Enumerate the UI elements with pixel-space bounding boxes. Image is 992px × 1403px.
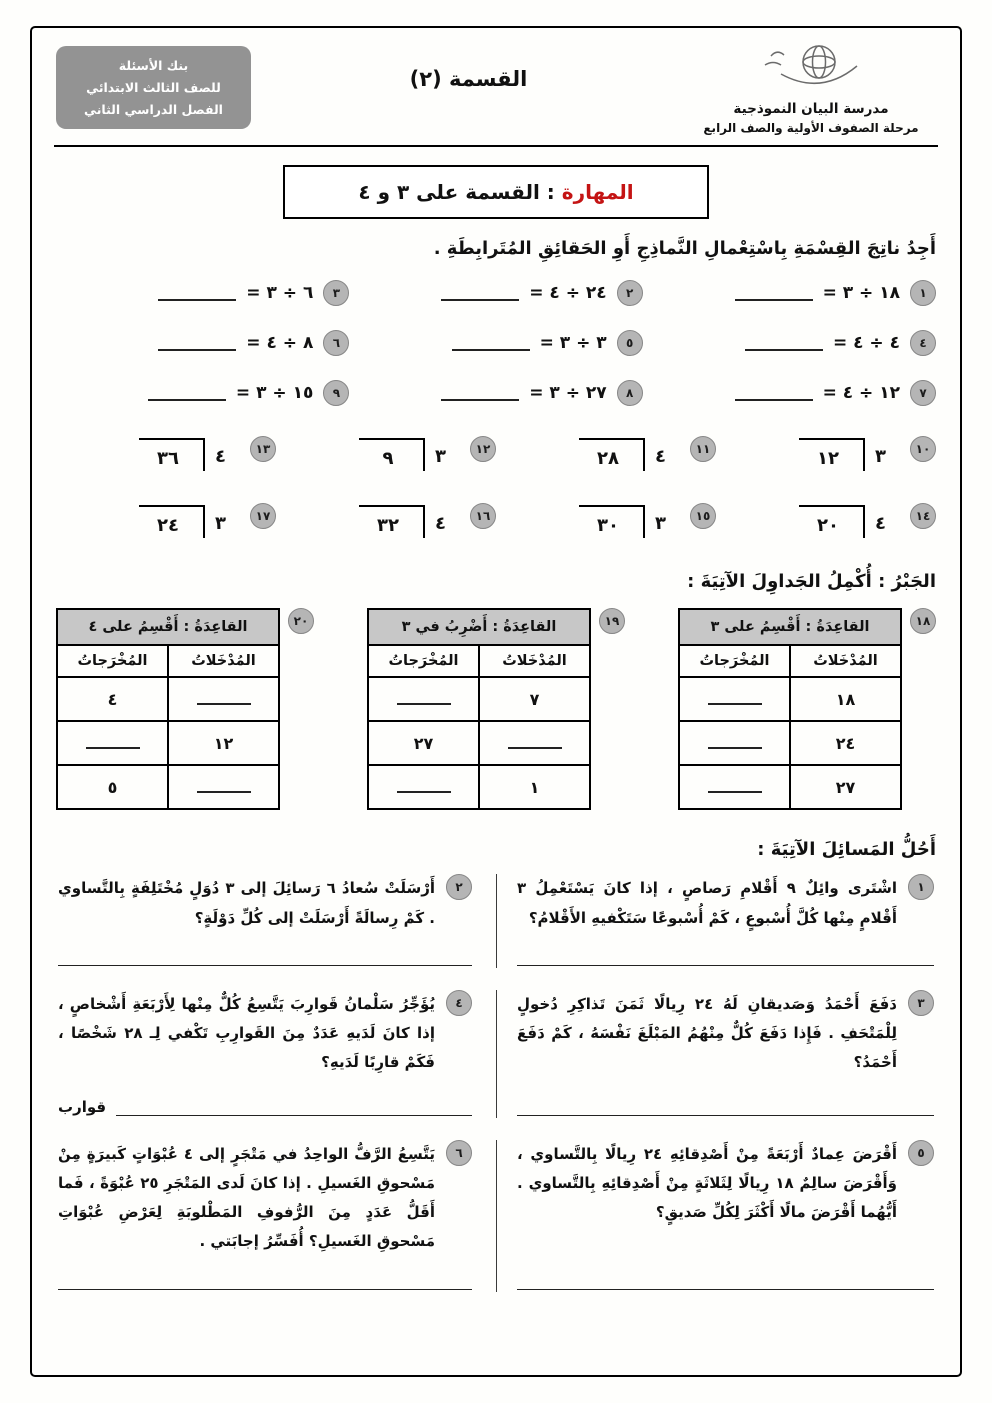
division-table-20 [56,608,314,810]
equation-item-2 [349,280,642,306]
division-bracket [359,438,454,471]
input-blank [168,677,279,721]
output-blank [679,677,790,721]
bank-line-2: للصف الثالث الابتدائي [86,79,221,95]
item-number: ٩ [323,380,349,406]
answer-blank [745,335,823,351]
io-table [367,608,591,810]
output-value: ٥ [57,765,168,809]
answer-line [517,1257,934,1290]
division-bracket [579,505,674,538]
divisor: ٣ [435,445,446,467]
dividend: ٢٤ [139,505,205,538]
item-number: ١٩ [599,608,625,634]
word-problem-2 [54,874,496,968]
item-number: ٧ [910,380,936,406]
answer-blank [735,285,813,301]
answer-blank [58,953,472,966]
section-1-heading: أَجِدُ ناتِجَ القِسْمَةِ بِاسْتِعْمالِ النَّماذِجِ أَوِ الحَقائِقِ المُتَرابِطَةِ . [433,238,936,260]
dividend: ٢٨ [579,438,645,471]
long-division-item-14 [716,503,936,538]
answer-blank [452,335,530,351]
answer-blank [441,285,519,301]
output-blank [679,765,790,809]
input-value: ٧ [479,677,590,721]
input-blank [479,721,590,765]
word-problems-grid [54,874,938,1291]
answer-blank [517,953,934,966]
answer-blank [735,385,813,401]
problem-number: ٥ [908,1140,934,1166]
long-division-item-17 [56,503,276,538]
equation-item-7 [643,380,936,406]
answer-blank [517,1277,934,1290]
answer-blank [197,691,251,705]
problem-text: أَقْرَضَ عِمادٌ أَرْبَعَةً مِنْ أَصْدِقائِهِ ٢٤ رِيالًا بِالتَّساوي ، وَأَقْرَضَ سالِمٌ ١٨ رِيالًا لِثَلاثَةٍ مِنْ أَصْدِقائِهِ بِالتَّساوي . أَيُّهُما أَقْرَضَ مالًا أَكْثَرَ لِكُلِّ صَديقٍ؟ [517,1144,898,1222]
answer-blank [397,779,451,793]
output-blank [368,765,479,809]
answer-suffix: قوارب [58,1097,107,1116]
long-division-item-15 [496,503,716,538]
problem-number: ١ [908,874,934,900]
long-division-item-12 [276,436,496,471]
answer-line [58,933,472,966]
column-header-inputs: المُدْخَلاتُ [790,645,901,677]
io-table [678,608,902,810]
equation-item-5 [349,330,642,356]
section-2-heading: الجَبْرُ : أُكْمِلُ الجَداوِلَ الآتِيَةَ : [687,570,936,592]
equation-expression: ٣ ÷ ٣ = [539,332,607,353]
item-number: ٢٠ [288,608,314,634]
long-division-item-11 [496,436,716,471]
division-bracket [139,438,234,471]
problem-number: ٣ [908,990,934,1016]
dividend: ٣٠ [579,505,645,538]
divisor: ٤ [215,445,226,467]
divisor: ٤ [655,445,666,467]
answer-line [58,1257,472,1290]
item-number: ١٤ [910,503,936,529]
equation-item-4 [643,330,936,356]
dividend: ٢٠ [799,505,865,538]
divisor: ٤ [435,512,446,534]
section-3-heading: أَحُلُّ المَسائِلَ الآتِيَةَ : [757,839,936,861]
answer-blank [441,385,519,401]
long-division-item-13 [56,436,276,471]
table-rule: القاعِدَةُ : أَقْسِمُ على ٣ [679,609,901,645]
answer-line [517,1083,934,1116]
bank-line-1: بنك الأسئلة [118,57,189,73]
column-header-outputs: المُخْرَجاتُ [368,645,479,677]
item-number: ١١ [690,436,716,462]
answer-blank [58,1277,472,1290]
input-value: ١٢ [168,721,279,765]
problem-text: يُؤَجِّرُ سَلْمانُ قَوارِبَ يَتَّسِعُ كُلٌّ مِنْها لِأَرْبَعَةِ أَشْخاصٍ ، إذا كانَ لَدَيهِ عَدَدٌ مِنَ القَوارِبِ تَكْفي لِـ ٢٨ شَخْصًا ، فَكَمْ قارِبًا لَدَيهِ؟ [58,994,435,1072]
column-header-inputs: المُدْخَلاتُ [479,645,590,677]
school-block [686,38,936,137]
item-number: ١٠ [910,436,936,462]
word-problem-5 [496,1140,938,1292]
equation-expression: ٤ ÷ ٤ = [832,332,900,353]
page-title: القسمة (٢) [409,66,528,91]
input-value: ١٨ [790,677,901,721]
table-rule: القاعِدَةُ : أَقْسِمُ على ٤ [57,609,279,645]
answer-blank [158,285,236,301]
item-number: ٢ [617,280,643,306]
column-header-outputs: المُخْرَجاتُ [57,645,168,677]
divisor: ٤ [875,512,886,534]
division-table-18 [678,608,936,810]
divisor: ٣ [875,445,886,467]
equation-item-1 [643,280,936,306]
equation-expression: ٦ ÷ ٣ = [246,282,314,303]
input-value: ٢٧ [790,765,901,809]
answer-blank [508,735,562,749]
word-problem-6 [54,1140,496,1292]
multiplication-table-19 [367,608,625,810]
equation-expression: ٢٧ ÷ ٣ = [529,382,607,403]
answer-blank [517,1103,934,1116]
item-number: ١٨ [910,608,936,634]
equation-item-3 [56,280,349,306]
answer-blank [86,735,140,749]
item-number: ١٢ [470,436,496,462]
division-bracket [799,505,894,538]
item-number: ١٧ [250,503,276,529]
division-bracket [359,505,454,538]
equation-expression: ١٨ ÷ ٣ = [822,282,900,303]
answer-blank [148,385,226,401]
equation-expression: ٢٤ ÷ ٤ = [529,282,607,303]
dividend: ٣٦ [139,438,205,471]
dividend: ١٢ [799,438,865,471]
page-border-frame [30,26,962,1377]
division-bracket [579,438,674,471]
item-number: ١ [910,280,936,306]
problem-number: ٤ [446,990,472,1016]
item-number: ٨ [617,380,643,406]
dividend: ٣٢ [359,505,425,538]
output-value: ٢٧ [368,721,479,765]
item-number: ٦ [323,330,349,356]
school-subtitle: مرحلة الصفوف الأولية والصف الرابع [703,121,919,136]
column-header-inputs: المُدْخَلاتُ [168,645,279,677]
equation-item-8 [349,380,642,406]
item-number: ٥ [617,330,643,356]
equation-expression: ١٥ ÷ ٣ = [235,382,314,403]
item-number: ١٦ [470,503,496,529]
page-header [54,36,938,147]
equation-expression: ٨ ÷ ٤ = [246,332,314,353]
problem-text: أَرْسَلَتْ سُعادُ ٦ رَسائِلَ إلى ٣ دُوَلٍ مُخْتَلِفَةٍ بِالتَّساوي . كَمْ رِسالَةً أَرْسَلَتْ إلى كُلِّ دَوْلَةٍ؟ [58,879,435,927]
equations-grid [56,280,936,406]
item-number: ١٥ [690,503,716,529]
divisor: ٣ [655,512,666,534]
answer-line [517,933,934,966]
problem-text: دَفَعَ أَحْمَدُ وَصَديقانِ لَهُ ٢٤ رِيالًا ثَمَنَ تَذاكِرِ دُخولٍ لِلْمَتْحَفِ . فَإِذا دَفَعَ كُلٌّ مِنْهُمُ المَبْلَغَ نَفْسَهُ ، كَمْ دَفَعَ أَحْمَدُ؟ [517,994,897,1072]
dividend: ٩ [359,438,425,471]
input-value: ١ [479,765,590,809]
table-rule: القاعِدَةُ : أَضْرِبُ في ٣ [368,609,590,645]
problem-text: اشْتَرى وائِلٌ ٩ أَقْلامِ رَصاصٍ ، إذا كانَ يَسْتَعْمِلُ ٣ أَقْلامٍ مِنْها كُلَّ أُسْبوعٍ ، كَمْ أُسْبوعًا سَتَكْفيهِ الأَقْلامُ؟ [517,879,897,927]
answer-blank [116,1103,472,1116]
equation-item-6 [56,330,349,356]
skill-box [283,165,709,219]
school-logo-icon [741,38,881,92]
answer-blank [708,735,762,749]
input-value: ٢٤ [790,721,901,765]
long-division-item-10 [716,436,936,471]
word-problem-4 [54,990,496,1118]
tables-row [56,608,936,810]
skill-text: : القسمة على ٣ و ٤ [358,180,555,205]
output-blank [679,721,790,765]
output-value: ٤ [57,677,168,721]
problem-text: يَتَّسِعُ الرَّفُّ الواحِدُ في مَتْجَرٍ إلى ٤ عُبْوَاتٍ كَبيرَةٍ مِنْ مَسْحوقِ الغَسيلِ . إذا كانَ لَدى المَتْجَرِ ٢٥ عُبْوَةً ، فَما أَقَلُّ عَدَدٍ مِنَ الرُّفوفِ المَطْلوبَةِ لِعَرْضِ عُبْوَاتِ مَسْحوقِ الغَسيلِ؟ أُفَسِّرُ إجابَتي . [58,1144,435,1251]
word-problem-1 [496,874,938,968]
division-bracket [799,438,894,471]
skill-label: المهارة [561,180,634,205]
io-table [56,608,280,810]
equation-expression: ١٢ ÷ ٤ = [822,382,900,403]
division-bracket [139,505,234,538]
school-name: مدرسة البيان النموذجية [733,101,889,117]
input-blank [168,765,279,809]
answer-line [58,1078,472,1116]
answer-blank [158,335,236,351]
item-number: ١٣ [250,436,276,462]
bank-line-3: الفصل الدراسي الثاني [84,101,223,117]
answer-blank [708,779,762,793]
output-blank [57,721,168,765]
long-division-item-16 [276,503,496,538]
column-header-outputs: المُخْرَجاتُ [679,645,790,677]
divisor: ٣ [215,512,226,534]
answer-blank [708,691,762,705]
question-bank-box [56,46,251,130]
word-problem-3 [496,990,938,1118]
long-division-grid [56,436,936,538]
item-number: ٣ [323,280,349,306]
equation-item-9 [56,380,349,406]
answer-blank [197,779,251,793]
item-number: ٤ [910,330,936,356]
problem-number: ٦ [446,1140,472,1166]
output-blank [368,677,479,721]
answer-blank [397,691,451,705]
problem-number: ٢ [446,874,472,900]
